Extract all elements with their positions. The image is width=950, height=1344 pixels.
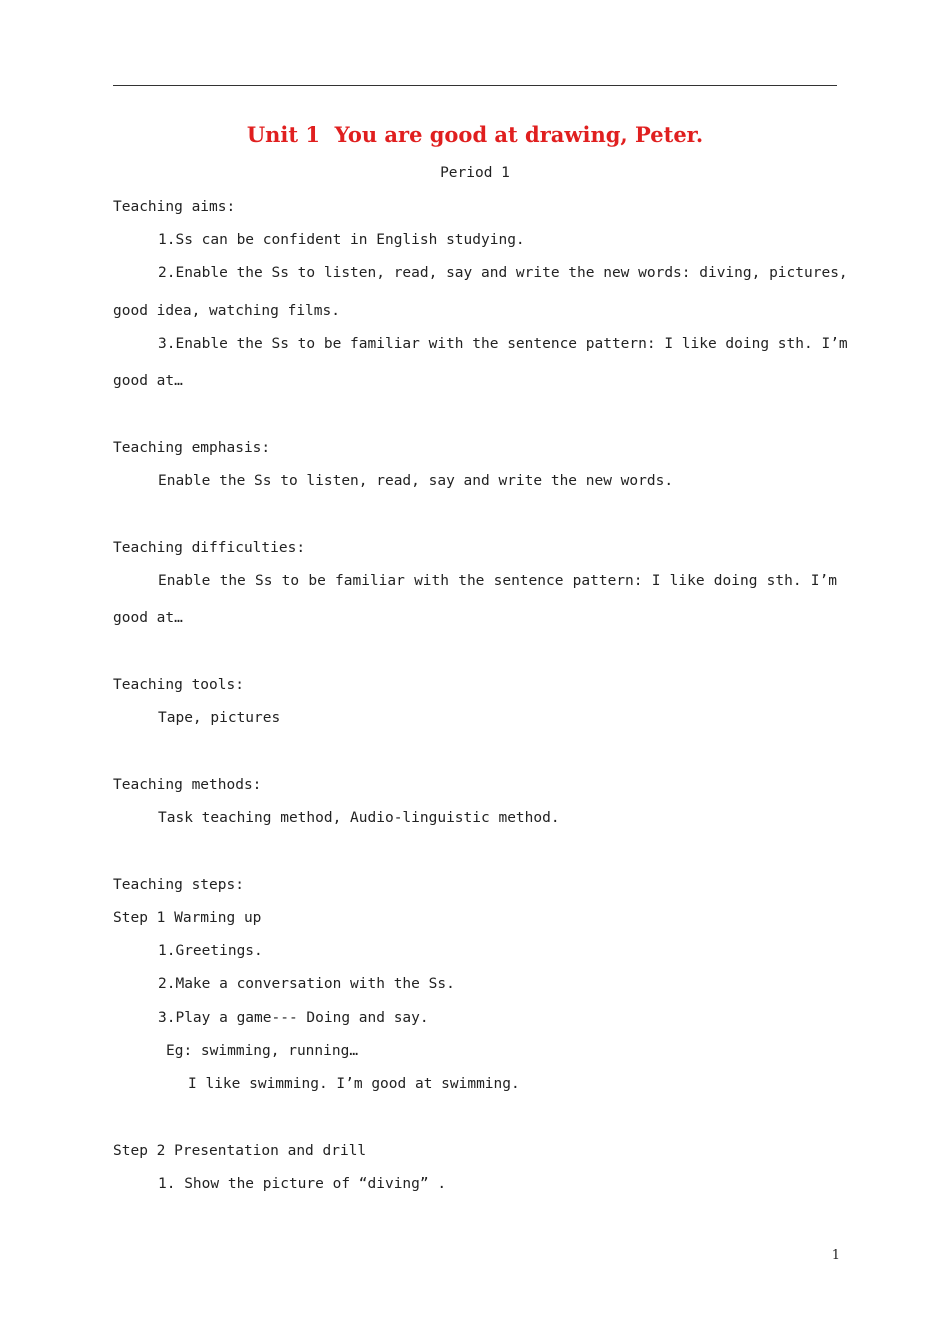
aim-2-line-1: 2.Enable the Ss to listen, read, say and write the new words: diving, pictures, bbox=[158, 265, 848, 281]
step-1-example-sentence: I like swimming. I’m good at swimming. bbox=[188, 1076, 520, 1092]
aim-1: 1.Ss can be confident in English studying. bbox=[158, 232, 525, 248]
document-title: Unit 1 You are good at drawing, Peter. bbox=[246, 122, 704, 147]
header-rule bbox=[113, 85, 837, 86]
aim-2-line-2: good idea, watching films. bbox=[113, 303, 340, 319]
aim-3-line-2: good at… bbox=[113, 373, 183, 389]
steps-heading: Teaching steps: bbox=[113, 877, 244, 893]
emphasis-heading: Teaching emphasis: bbox=[113, 440, 271, 456]
difficulties-heading: Teaching difficulties: bbox=[113, 540, 306, 556]
step-1-item-3: 3.Play a game--- Doing and say. bbox=[158, 1010, 429, 1026]
aim-3-line-1: 3.Enable the Ss to be familiar with the sentence pattern: I like doing sth. I’m bbox=[158, 336, 848, 352]
step-1-item-1: 1.Greetings. bbox=[158, 943, 263, 959]
methods-text: Task teaching method, Audio-linguistic method. bbox=[158, 810, 560, 826]
difficulties-line-2: good at… bbox=[113, 610, 183, 626]
step-2-heading: Step 2 Presentation and drill bbox=[113, 1143, 367, 1159]
tools-heading: Teaching tools: bbox=[113, 677, 244, 693]
period-label: Period 1 bbox=[440, 165, 510, 181]
methods-heading: Teaching methods: bbox=[113, 777, 262, 793]
step-1-heading: Step 1 Warming up bbox=[113, 910, 262, 926]
aims-heading: Teaching aims: bbox=[113, 199, 236, 215]
page-number: 1 bbox=[831, 1248, 840, 1263]
step-1-eg: Eg: swimming, running… bbox=[166, 1043, 359, 1059]
step-2-item-1: 1. Show the picture of “diving” . bbox=[158, 1176, 447, 1192]
step-1-item-2: 2.Make a conversation with the Ss. bbox=[158, 976, 455, 992]
emphasis-text: Enable the Ss to listen, read, say and write the new words. bbox=[158, 473, 674, 489]
difficulties-line-1: Enable the Ss to be familiar with the sentence pattern: I like doing sth. I’m bbox=[158, 573, 837, 589]
tools-text: Tape, pictures bbox=[158, 710, 281, 726]
